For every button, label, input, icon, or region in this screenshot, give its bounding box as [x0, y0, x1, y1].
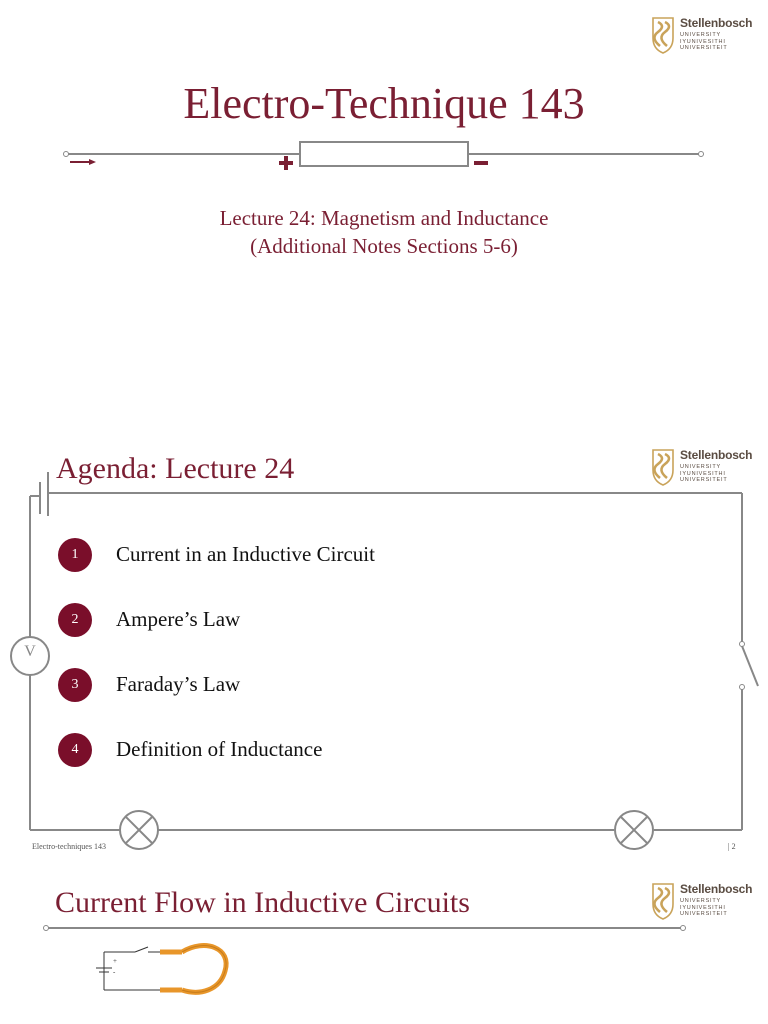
page-title: Electro-Technique 143: [183, 79, 585, 128]
university-logo: [650, 446, 754, 490]
voltmeter-label: V: [24, 643, 36, 660]
battery-minus-label: -: [113, 968, 116, 976]
agenda-item-label: Faraday’s Law: [116, 672, 241, 696]
current-arrow-icon: [70, 159, 96, 165]
minus-icon: [474, 161, 488, 165]
battery-plus-label: +: [113, 957, 117, 965]
footer-course-name: Electro-techniques 143: [32, 842, 106, 851]
agenda-item-label: Current in an Inductive Circuit: [116, 542, 375, 566]
lecture-subtitle: Lecture 24: Magnetism and Inductance (Additional Notes Sections 5-6): [219, 206, 549, 258]
number-badge: 3: [58, 668, 92, 702]
switch-icon: [135, 947, 148, 952]
list-item: [58, 733, 658, 798]
footer-page-number: | 2: [728, 842, 736, 851]
list-item: [58, 603, 658, 668]
number-badge: 1: [58, 538, 92, 572]
slide-title: Current Flow in Inductive Circuits: [55, 886, 470, 919]
logo-subtitle: UNIVERSITY IYUNIVESITHI UNIVERSITEIT: [680, 464, 728, 483]
lamp-icon: [120, 811, 158, 849]
switch-icon: [742, 646, 758, 686]
number-badge: 4: [58, 733, 92, 767]
logo-name: Stellenbosch: [680, 16, 753, 30]
list-item: [58, 538, 658, 603]
inductive-circuits-slide: [0, 868, 768, 1024]
crest-icon: [650, 448, 676, 486]
resistor-circuit-decoration: [0, 0, 768, 200]
number-badge: 2: [58, 603, 92, 637]
agenda-title: Agenda: Lecture 24: [56, 452, 295, 485]
inductive-circuit-diagram: [0, 868, 768, 1024]
logo-name: Stellenbosch: [680, 882, 753, 896]
lamp-icon: [615, 811, 653, 849]
agenda-item-label: Ampere’s Law: [116, 607, 241, 631]
logo-name: Stellenbosch: [680, 448, 753, 462]
plus-icon: [279, 156, 293, 170]
agenda-slide: [0, 432, 768, 868]
logo-subtitle: UNIVERSITY IYUNIVESITHI UNIVERSITEIT: [680, 898, 728, 917]
agenda-list: [58, 538, 658, 798]
list-item: [58, 668, 658, 733]
title-slide: [0, 0, 768, 430]
agenda-item-label: Definition of Inductance: [116, 737, 323, 761]
coil-icon: [182, 946, 226, 993]
logo-subtitle: UNIVERSITY IYUNIVESITHI UNIVERSITEIT: [680, 32, 728, 51]
